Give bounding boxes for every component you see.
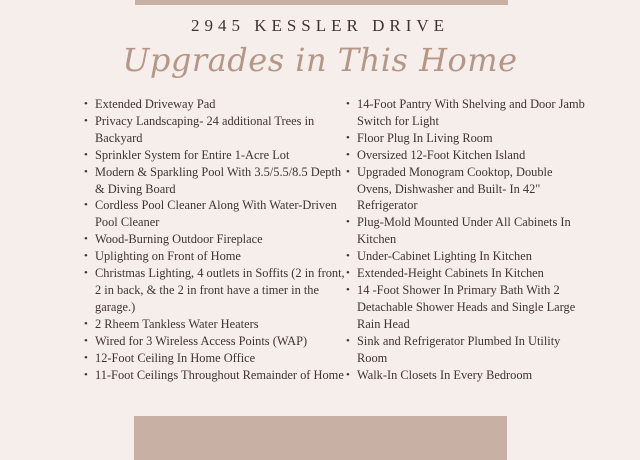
list-item-text: Oversized 12-Foot Kitchen Island: [357, 147, 526, 162]
list-item: [83, 367, 345, 384]
list-item-text: Extended-Height Cabinets In Kitchen: [357, 266, 544, 281]
list-item: [345, 333, 590, 367]
bullet-icon: •: [84, 199, 88, 212]
list-item-text: 2 Rheem Tankless Water Heaters: [95, 316, 259, 331]
list-item: [83, 350, 345, 367]
list-item-text: Christmas Lighting, 4 outlets in Soffits (2 in front, 2 in back, & the 2 in front have a timer in the garage.): [95, 266, 345, 314]
list-item: [83, 265, 345, 316]
list-item: [83, 316, 345, 333]
bullet-icon: •: [346, 283, 350, 296]
upgrades-list-right: [345, 96, 590, 383]
bottom-accent-band: [134, 416, 507, 460]
list-item-text: Modern & Sparkling Pool With 3.5/5.5/8.5 Depth & Diving Board: [95, 164, 342, 196]
top-accent-band: [135, 0, 508, 5]
bullet-icon: •: [346, 250, 350, 263]
bullet-icon: •: [84, 233, 88, 246]
bullet-icon: •: [84, 267, 88, 280]
list-item: [83, 231, 345, 248]
bullet-icon: •: [84, 165, 88, 178]
list-item-text: Uplighting on Front of Home: [95, 249, 241, 264]
list-item: [83, 333, 345, 350]
list-item: [345, 282, 590, 333]
list-item: [345, 164, 590, 215]
list-item: [83, 96, 345, 113]
list-item-text: Wood-Burning Outdoor Fireplace: [95, 232, 263, 247]
list-item: [345, 214, 590, 248]
list-item-text: 14-Foot Pantry With Shelving and Door Jamb Switch for Light: [357, 97, 585, 128]
list-item-text: Extended Driveway Pad: [95, 97, 216, 111]
list-item: [345, 248, 590, 265]
bullet-icon: •: [346, 98, 350, 110]
list-item-text: 12-Foot Ceiling In Home Office: [95, 350, 256, 365]
bullet-icon: •: [346, 368, 350, 381]
bullet-icon: •: [84, 351, 88, 364]
list-item-text: Floor Plug In Living Room: [357, 130, 493, 145]
list-item-text: Upgraded Monogram Cooktop, Double Ovens, Dishwasher and Built- In 42" Refrigerator: [357, 164, 553, 213]
list-item: [345, 96, 590, 130]
bullet-icon: •: [84, 250, 88, 263]
list-item: [83, 248, 345, 265]
list-item-text: Walk-In Closets In Every Bedroom: [357, 367, 533, 382]
list-item-text: Sink and Refrigerator Plumbed In Utility Room: [357, 333, 561, 365]
list-item-text: Sprinkler System for Entire 1-Acre Lot: [95, 147, 290, 162]
bullet-icon: •: [346, 131, 350, 144]
bullet-icon: •: [84, 317, 88, 330]
list-item: [345, 147, 590, 164]
list-item-text: Plug-Mold Mounted Under All Cabinets In Kitchen: [357, 215, 571, 247]
bullet-icon: •: [346, 165, 350, 178]
list-item: [83, 164, 345, 198]
list-item: [345, 265, 590, 282]
list-item-text: 11-Foot Ceilings Throughout Remainder of Home: [95, 367, 344, 382]
property-address: 2945 KESSLER DRIVE: [190, 16, 450, 35]
list-item-text: Wired for 3 Wireless Access Points (WAP): [95, 333, 308, 348]
bullet-icon: •: [84, 98, 88, 110]
list-item-text: 14 -Foot Shower In Primary Bath With 2 Detachable Shower Heads and Single Large Rain Head: [357, 282, 576, 331]
list-item: [345, 130, 590, 147]
list-item: [83, 113, 345, 147]
bullet-icon: •: [84, 368, 88, 381]
bullet-icon: •: [346, 267, 350, 280]
list-item: [345, 367, 590, 384]
bullet-icon: •: [346, 216, 350, 229]
bullet-icon: •: [84, 148, 88, 161]
upgrades-list-left: [83, 96, 345, 383]
bullet-icon: •: [84, 114, 88, 127]
list-item-text: Cordless Pool Cleaner Along With Water-Driven Pool Cleaner: [95, 198, 337, 230]
page-title: Upgrades in This Home: [122, 41, 518, 79]
list-item-text: Under-Cabinet Lighting In Kitchen: [357, 249, 532, 264]
bullet-icon: •: [84, 334, 88, 347]
list-item-text: Privacy Landscaping- 24 additional Trees in Backyard: [95, 113, 315, 145]
bullet-icon: •: [346, 334, 350, 347]
list-item: [83, 147, 345, 164]
bullet-icon: •: [346, 148, 350, 161]
list-item: [83, 197, 345, 231]
